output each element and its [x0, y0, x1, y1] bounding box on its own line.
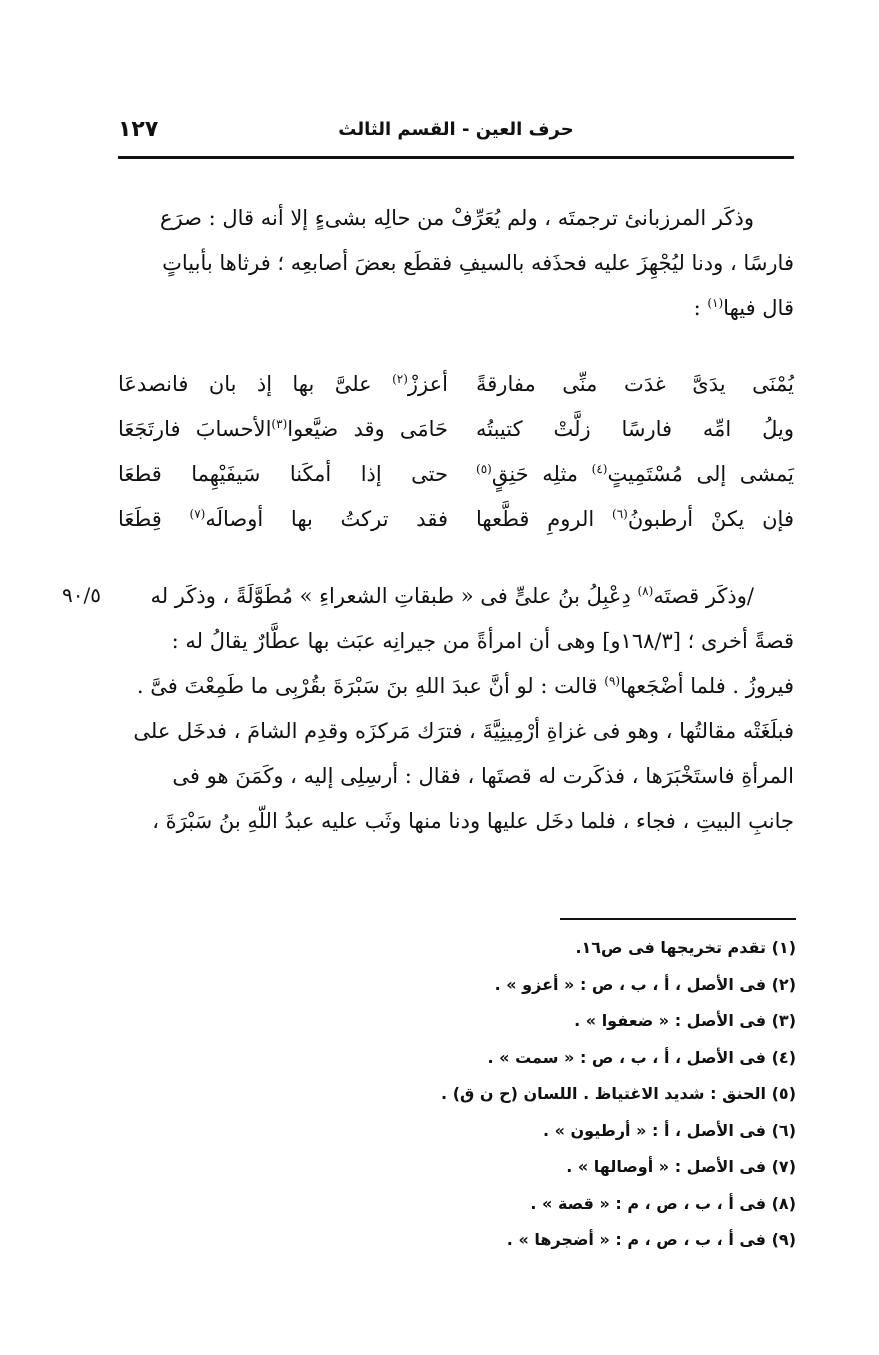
text-fragment: :	[693, 296, 708, 320]
text-fragment: مثلِه حَنِقٍ	[491, 462, 592, 486]
text-fragment: قال فيها	[723, 296, 794, 320]
header-rule	[118, 156, 794, 159]
verse-line	[118, 452, 794, 497]
text-line: فبلَغَتْه مقالتُها ، وهو فى غزاةِ أرْمِينِيَّةَ ، فترَك مَركزَه وقدِم الشامَ ، فدخَل على	[133, 719, 794, 743]
text-fragment: علىَّ بها إذ بان فانصدعَا	[118, 372, 393, 396]
text-fragment: يَمشى إلى مُسْتَمِيتٍ	[607, 462, 794, 486]
text-line: جانبِ البيتِ ، فجاء ، فلما دخَل عليها ودنا منها وثَب عليه عبدُ اللّهِ بنُ سَبْرَةَ ،	[152, 809, 794, 833]
text-line: فارسًا ، ودنا ليُجْهِزَ عليه فحذَفه بالسيفِ فقطَع بعضَ أصابعِه ؛ فرثاها بأبياتٍ	[162, 251, 794, 275]
footnote-ref: (٦)	[612, 507, 628, 521]
text-fragment: /وذكَر قصتَه	[653, 584, 754, 608]
text-fragment: ويلُ امِّه فارسًا زلَّتْ كتيبتُه	[476, 417, 794, 441]
text-line	[118, 286, 794, 331]
footnote: (٩) فى أ ، ب ، ص ، م : « أضجرها » .	[506, 1230, 796, 1249]
footnote: (٨) فى أ ، ب ، ص ، م : « قصة » .	[530, 1193, 796, 1213]
page-header	[118, 116, 794, 148]
verse-line	[118, 497, 794, 542]
footnote-rule	[560, 918, 796, 920]
text-line: قصةً أخرى ؛ [١٦٨/٣و] وهى أن امرأةً من جيرانِه عبَث بها عطَّارٌ يقالُ له :	[171, 629, 794, 653]
footnote: (٧) فى الأصل : « أوصالها » .	[566, 1157, 796, 1176]
text-fragment: فيروزُ . فلما أضْجَعها	[620, 674, 794, 698]
poem	[118, 362, 794, 542]
text-line	[118, 574, 794, 619]
verse-hemistich-second	[118, 407, 448, 452]
text-line: وذكَر المرزبانئ ترجمتَه ، ولم يُعَرِّفْ من حالِه بشىءٍ إلا أنه قال : صرَع	[159, 206, 754, 230]
text-fragment: يُمْنَى يدَىَّ غدَت منِّى مفارقةً	[476, 372, 794, 396]
verse-hemistich-first	[476, 497, 794, 542]
text-fragment: أعززْ	[407, 372, 448, 396]
running-title: حرف العين - القسم الثالث	[338, 119, 574, 140]
footnote: (٥) الحنق : شديد الاغتياظ . اللسان (ح ن ق) .	[441, 1084, 796, 1103]
paragraph-main	[118, 574, 794, 844]
text-fragment: دِعْبِلُ بنُ علىٍّ فى « طبقاتِ الشعراءِ » مُطَوَّلَةً ، وذكَر له	[150, 584, 638, 608]
footnote-ref: (٤)	[591, 462, 608, 476]
page-number: ١٢٧	[118, 117, 159, 142]
text-fragment: الأحسابَ فارتَجَعَا	[118, 417, 272, 441]
footnote-ref: (٣)	[271, 417, 288, 431]
text-fragment: قالت : لو أنَّ عبدَ اللهِ بنَ سَبْرَةَ بقُرْبِى ما طَمِعْتَ فىَّ .	[136, 674, 605, 698]
footnote-ref: (٥)	[476, 462, 492, 476]
verse-line	[118, 362, 794, 407]
text-fragment: فإن يكنْ أرطبونُ	[627, 507, 794, 531]
verse-hemistich-second	[118, 497, 448, 542]
footnote: (٣) فى الأصل : « ضعفوا » .	[574, 1011, 796, 1030]
footnote: (٤) فى الأصل ، أ ، ب ، ص : « سمت » .	[487, 1047, 796, 1067]
verse-hemistich-second	[118, 362, 448, 407]
footnote-ref: (٩)	[604, 674, 621, 688]
text-fragment: حَامَى وقد ضيَّعوا	[287, 417, 448, 441]
footnote-ref: (٨)	[637, 584, 654, 598]
text-fragment: فقد تركتُ بها أوصالَه	[205, 507, 448, 531]
footnotes	[118, 930, 796, 1259]
text-line: المرأةِ فاستَخْبَرَها ، فذكَرت له قصتَها ، فقال : أرسِلِى إليه ، وكَمَنَ هو فى	[172, 764, 794, 788]
footnote-ref: (٢)	[392, 372, 408, 386]
verse-hemistich-first	[476, 407, 794, 452]
paragraph-intro	[118, 196, 794, 331]
footnote-ref: (١)	[707, 296, 724, 310]
footnote: (٢) فى الأصل ، أ ، ب ، ص : « أعزو » .	[494, 974, 796, 994]
verse-line	[118, 407, 794, 452]
footnote: (٦) فى الأصل ، أ : « أرطيون » .	[542, 1120, 796, 1140]
text-fragment: الرومِ قطَّعها	[476, 507, 613, 531]
text-line	[118, 664, 794, 709]
text-fragment: قِطَعَا	[118, 507, 190, 531]
margin-reference: ٩٠/٥	[62, 583, 101, 607]
verse-hemistich-first	[476, 452, 794, 497]
verse-hemistich-first	[476, 362, 794, 407]
footnote: (١) تقدم تخريجها فى ص١٦.	[575, 938, 796, 957]
verse-hemistich-second	[118, 452, 448, 497]
text-fragment: حتى إذا أمكَنا سَيفَيْهِما قطعَا	[118, 462, 448, 486]
footnote-ref: (٧)	[189, 507, 206, 521]
